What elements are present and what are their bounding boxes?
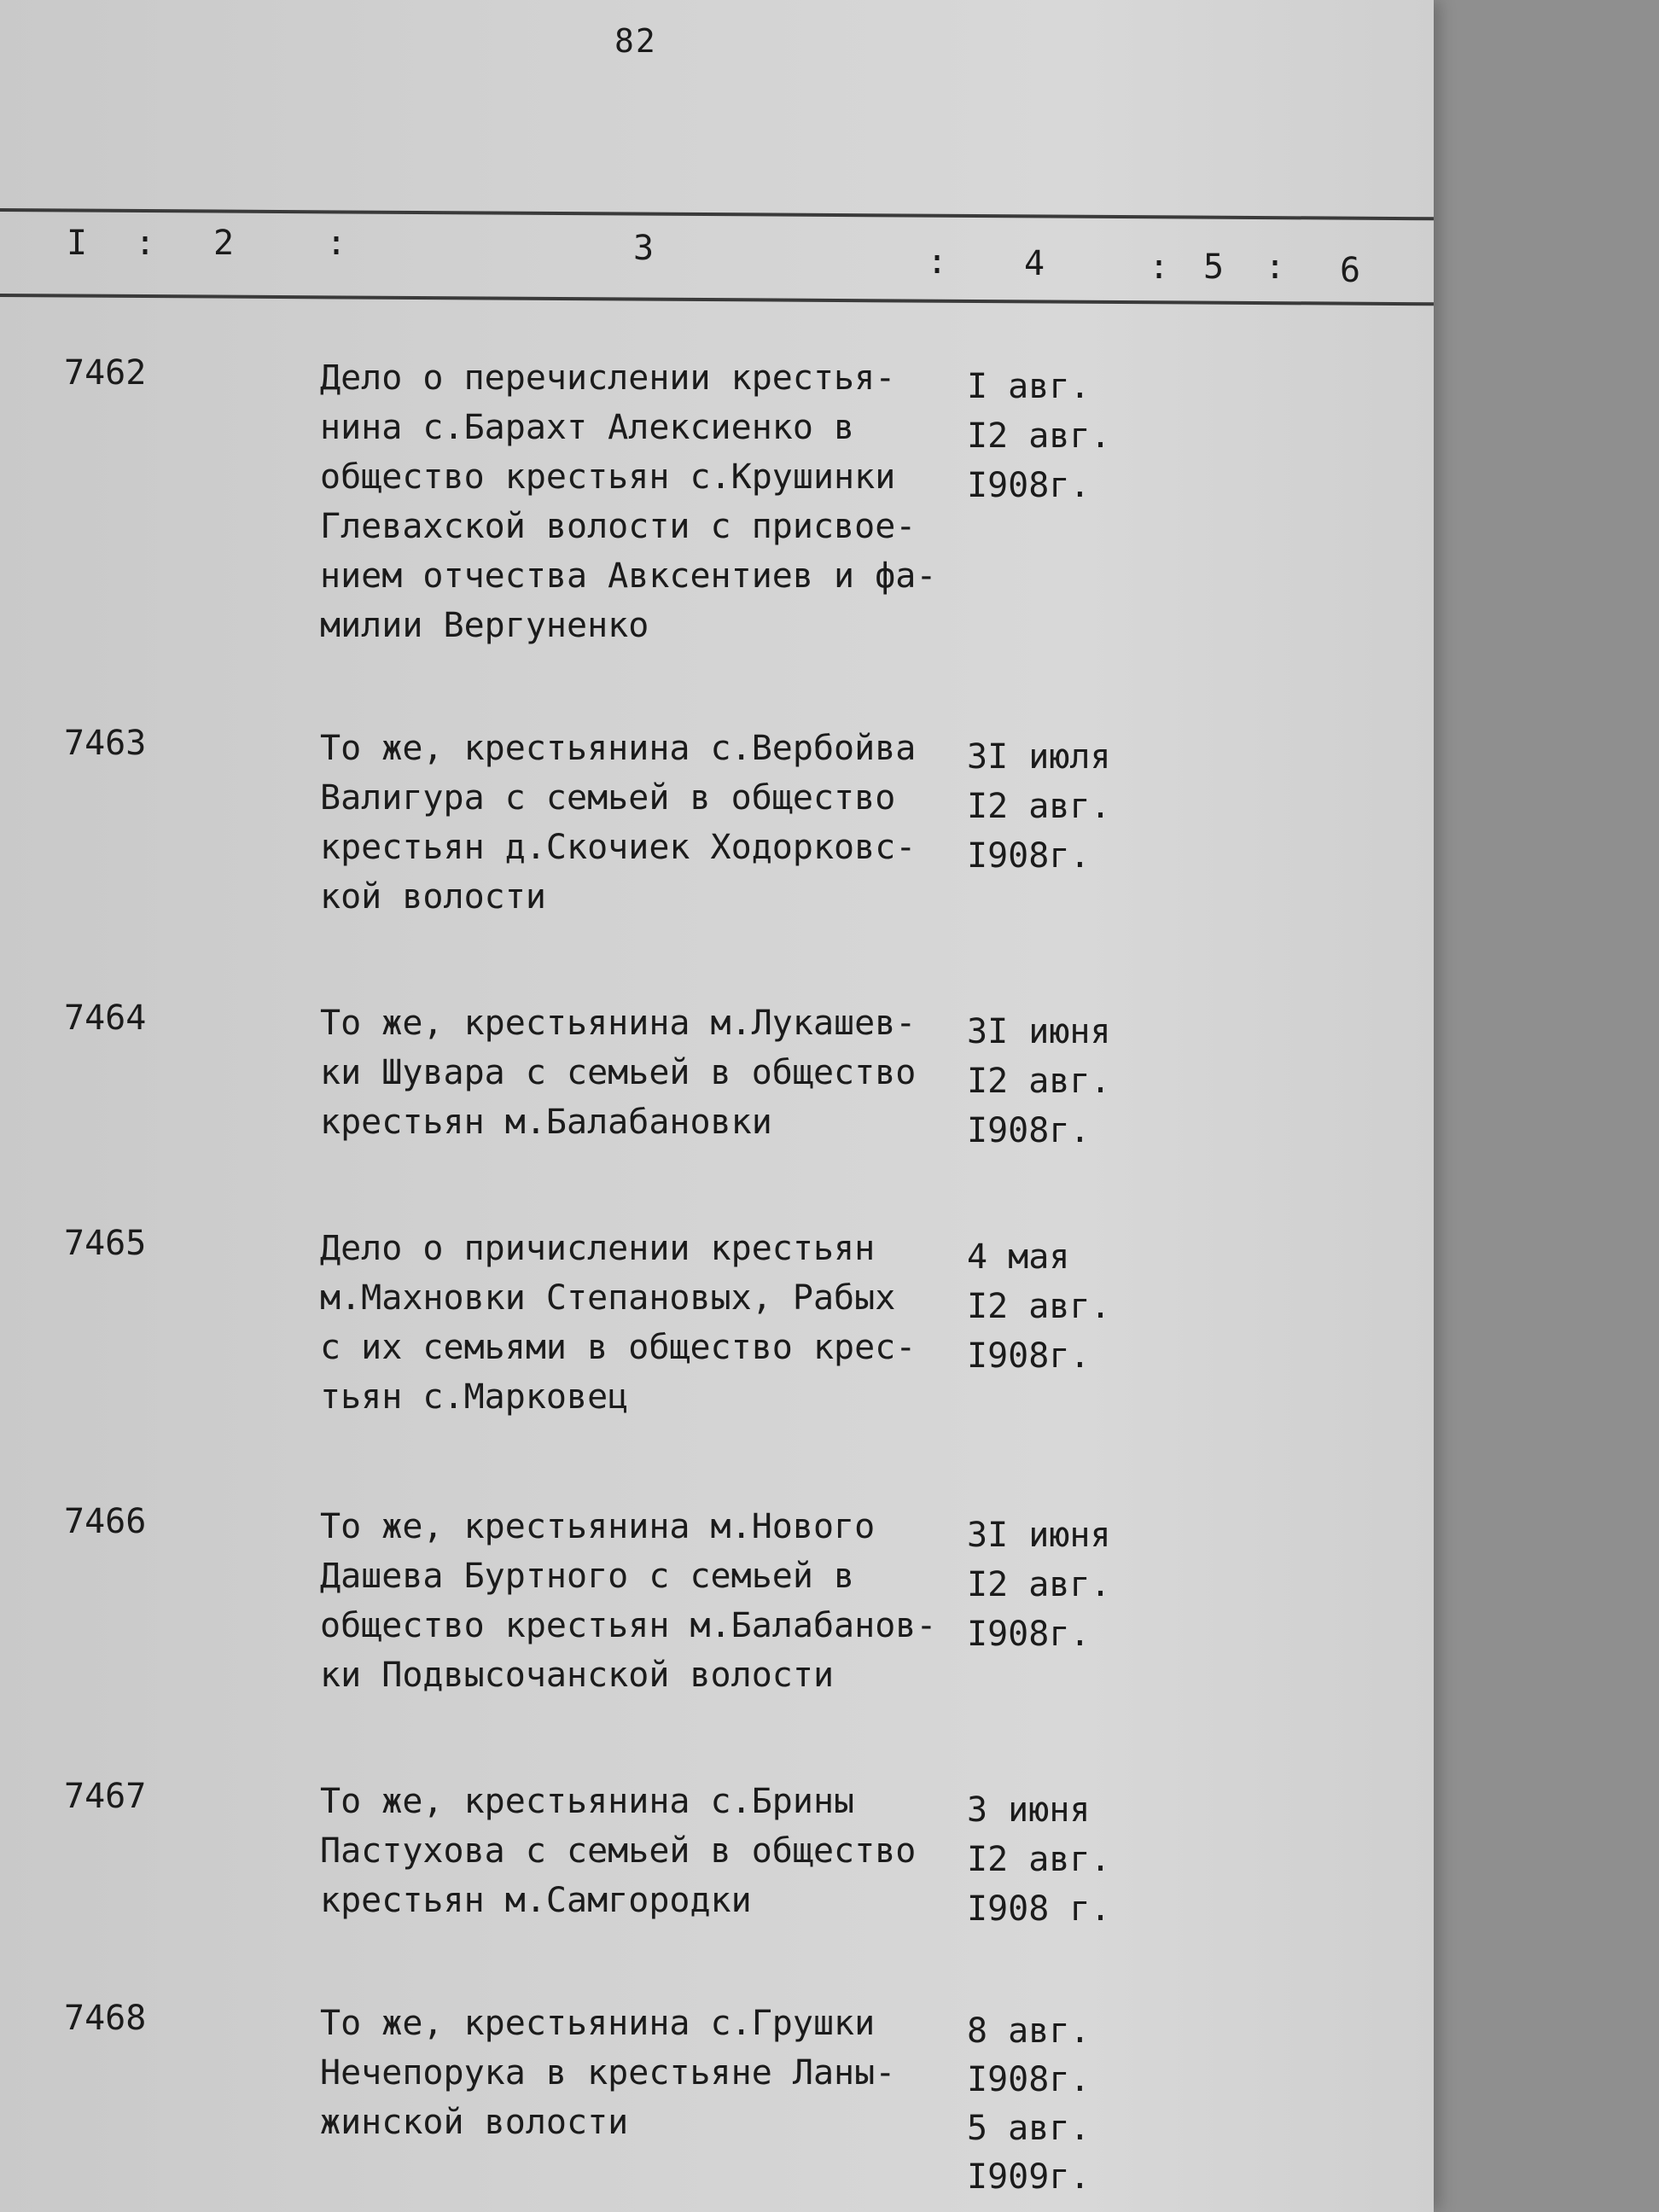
record-number: 7466 xyxy=(64,1502,147,1541)
header-sep-5: : xyxy=(1265,247,1286,287)
description-line: крестьян д.Скочиек Ходорковс- xyxy=(320,828,917,867)
date-line: 5 авг. xyxy=(967,2109,1091,2148)
record-description xyxy=(320,353,936,650)
description-line: крестьян м.Самгородки xyxy=(320,1881,752,1920)
record-number: 7465 xyxy=(64,1224,147,1263)
date-line: I2 авг. xyxy=(967,1287,1111,1326)
header-sep-4: : xyxy=(1149,247,1170,287)
record-number: 7462 xyxy=(64,353,147,393)
description-line: Нечепорука в крестьяне Ланы- xyxy=(320,2053,896,2093)
record-number: 7467 xyxy=(64,1777,147,1816)
record-dates xyxy=(967,1007,1111,1155)
header-sep-3: : xyxy=(927,242,948,282)
date-line: I2 авг. xyxy=(967,1062,1111,1101)
date-line: 3 июня xyxy=(967,1790,1091,1830)
description-line: нина с.Барахт Алексиенко в xyxy=(320,408,855,447)
description-line: Валигура с семьей в общество xyxy=(320,778,896,818)
description-line: общество крестьян м.Балабанов- xyxy=(320,1606,937,1645)
description-line: Дело о причислении крестьян xyxy=(320,1229,876,1268)
header-col-5: 5 xyxy=(1203,247,1225,287)
record-description xyxy=(320,1777,916,1925)
header-sep-2: : xyxy=(326,224,347,263)
description-line: То же, крестьянина м.Нового xyxy=(320,1507,876,1546)
header-col-1: I xyxy=(67,224,88,263)
date-line: I авг. xyxy=(967,367,1091,406)
header-col-4: 4 xyxy=(1024,244,1045,283)
description-line: Дело о перечислении крестья- xyxy=(320,358,896,398)
description-line: жинской волости xyxy=(320,2103,629,2142)
description-line: ки Шувара с семьей в общество xyxy=(320,1053,917,1092)
header-col-3: 3 xyxy=(633,229,655,268)
description-line: м.Махновки Степановых, Рабых xyxy=(320,1278,896,1318)
date-line: 3I июня xyxy=(967,1516,1111,1555)
record-dates xyxy=(967,1785,1111,1934)
description-line: нием отчества Авксентиев и фа- xyxy=(320,556,937,596)
description-line: То же, крестьянина с.Брины xyxy=(320,1782,855,1821)
date-line: I908г. xyxy=(967,1336,1091,1376)
date-line: I908г. xyxy=(967,466,1091,505)
description-line: милии Вергуненко xyxy=(320,606,649,645)
record-dates xyxy=(967,1511,1111,1659)
record-description xyxy=(320,1999,895,2147)
description-line: Пастухова с семьей в общество xyxy=(320,1831,917,1871)
date-line: I908г. xyxy=(967,2060,1091,2099)
header-top-rule xyxy=(0,208,1434,220)
header-col-6: 6 xyxy=(1340,251,1361,290)
date-line: I2 авг. xyxy=(967,787,1111,826)
description-line: То же, крестьянина с.Грушки xyxy=(320,2004,876,2043)
header-bottom-rule xyxy=(0,294,1434,306)
record-dates xyxy=(967,362,1111,510)
record-number: 7463 xyxy=(64,724,147,763)
date-line: I2 авг. xyxy=(967,416,1111,456)
description-line: Дашева Буртного с семьей в xyxy=(320,1557,855,1596)
record-dates xyxy=(967,1232,1111,1381)
date-line: I2 авг. xyxy=(967,1565,1111,1604)
description-line: кой волости xyxy=(320,877,546,917)
description-line: тьян с.Марковец xyxy=(320,1377,629,1417)
description-line: с их семьями в общество крес- xyxy=(320,1328,917,1367)
description-line: Глевахской волости с присвое- xyxy=(320,507,917,546)
date-line: I908 г. xyxy=(967,1889,1111,1929)
record-description xyxy=(320,1224,916,1422)
date-line: I2 авг. xyxy=(967,1840,1111,1879)
date-line: I909г. xyxy=(967,2157,1091,2197)
record-number: 7464 xyxy=(64,998,147,1038)
record-description xyxy=(320,998,916,1147)
date-line: 8 авг. xyxy=(967,2011,1091,2051)
date-line: 3I июля xyxy=(967,737,1111,777)
record-dates xyxy=(967,2007,1091,2202)
record-description xyxy=(320,724,916,922)
header-col-2: 2 xyxy=(213,224,235,263)
record-number: 7468 xyxy=(64,1999,147,2038)
description-line: крестьян м.Балабановки xyxy=(320,1103,772,1142)
date-line: I908г. xyxy=(967,1615,1091,1654)
date-line: 4 мая xyxy=(967,1237,1070,1277)
record-description xyxy=(320,1502,936,1700)
page-number: 82 xyxy=(614,22,657,60)
date-line: 3I июня xyxy=(967,1012,1111,1051)
description-line: То же, крестьянина м.Лукашев- xyxy=(320,1004,917,1043)
header-sep-1: : xyxy=(135,224,156,263)
description-line: общество крестьян с.Крушинки xyxy=(320,457,896,497)
description-line: То же, крестьянина с.Вербойва xyxy=(320,729,917,768)
date-line: I908г. xyxy=(967,836,1091,876)
record-dates xyxy=(967,732,1111,881)
description-line: ки Подвысочанской волости xyxy=(320,1656,835,1695)
date-line: I908г. xyxy=(967,1111,1091,1150)
